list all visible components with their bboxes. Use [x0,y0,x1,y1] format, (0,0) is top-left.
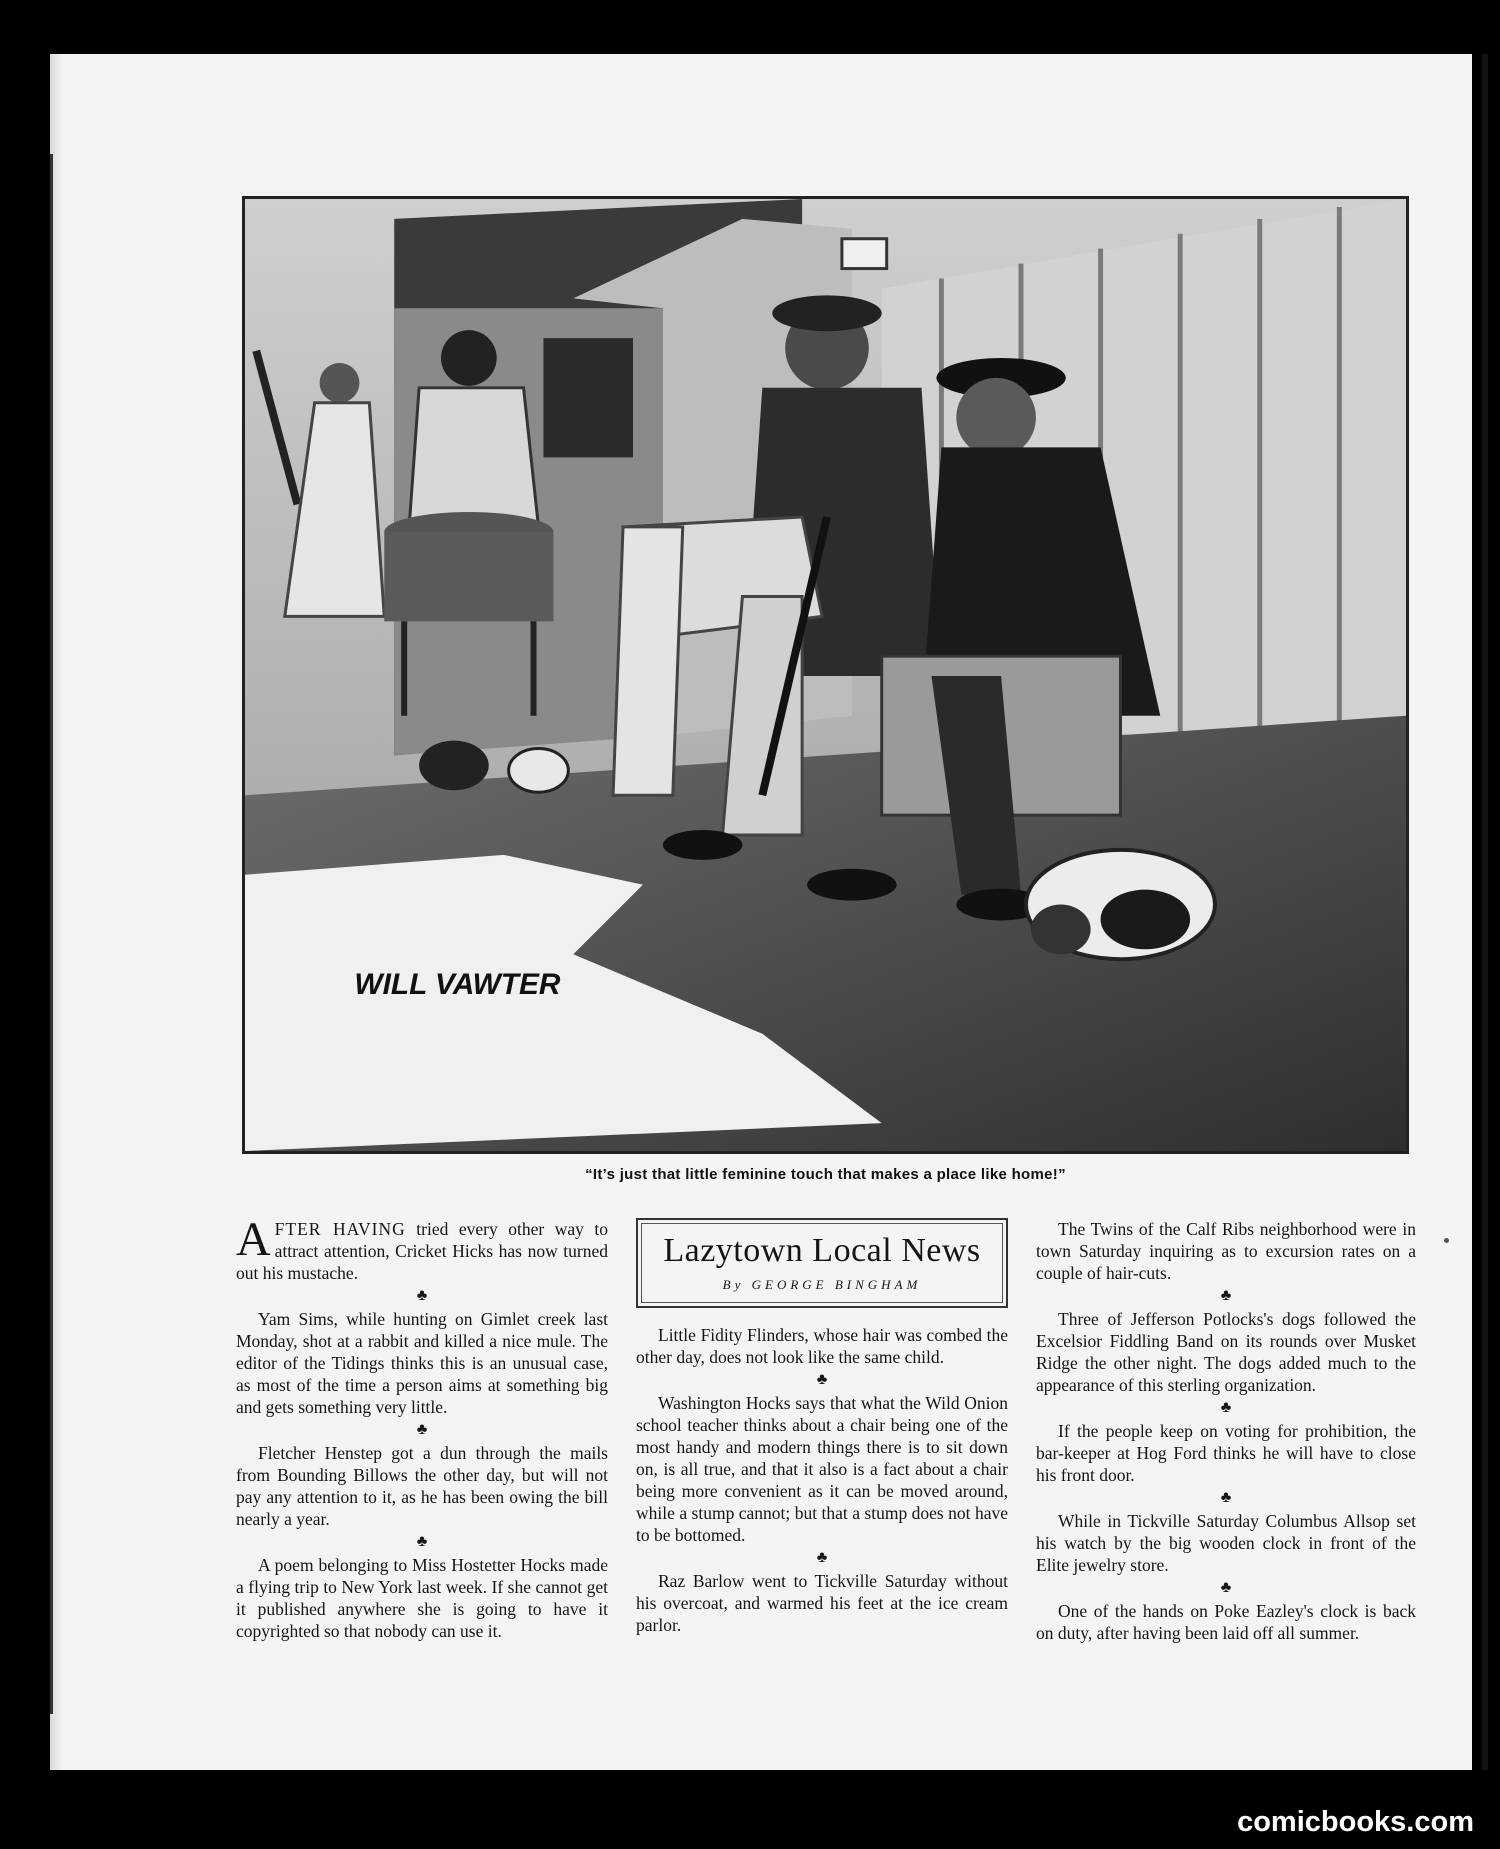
club-separator-icon: ♣ [816,1549,828,1566]
ink-speck [1444,1238,1449,1243]
artist-signature: WILL VAWTER [354,968,561,1001]
drop-cap: A [236,1213,271,1266]
right-column [1036,1218,1416,1644]
right-paragraph-3: If the people keep on voting for prohibition, the bar-keeper at Hog Ford thinks he will have to close his front door. [1036,1421,1416,1485]
left-paragraph-4: A poem belonging to Miss Hostetter Hocks made a flying trip to New York last week. If she cannot get it published anywhere she is going to have it copyrighted so that nobody can use it. [236,1555,608,1641]
small-window [842,239,887,269]
middle-paragraph-1: Little Fidity Flinders, whose hair was combed the other day, does not look like the same child. [636,1325,1008,1367]
headline-box [636,1218,1008,1308]
club-separator-icon: ♣ [1220,1287,1232,1304]
illustration-drawing [245,199,1406,1151]
site-watermark: comicbooks.com [1237,1806,1474,1838]
left-column [236,1213,609,1642]
right-paragraph-2: Three of Jefferson Potlocks's dogs followed the Excelsior Fiddling Band on its rounds over Musket Ridge the other night. The dogs added much to the appearance of this sterling organization. [1036,1309,1416,1395]
right-paragraph-5: One of the hands on Poke Eazley's clock is back on duty, after having been laid off all summer. [1036,1601,1416,1643]
club-separator-icon: ♣ [416,1421,428,1438]
article-byline: By GEORGE BINGHAM [722,1277,922,1292]
club-separator-icon: ♣ [1220,1399,1232,1416]
club-separator-icon: ♣ [1220,1489,1232,1506]
left-paragraph-1-text: tried every other way to attract attention, Cricket Hicks has now turned out his mustache. [236,1219,609,1283]
club-separator-icon: ♣ [816,1371,828,1388]
illustration-caption: “It’s just that little feminine touch that makes a place like home!” [585,1166,1066,1183]
middle-paragraph-3: Raz Barlow went to Tickville Saturday without his overcoat, and warmed his feet at the ice cream parlor. [636,1571,1008,1635]
black-chicken [419,741,489,791]
gutter-line [50,154,53,1714]
left-paragraph-2: Yam Sims, while hunting on Gimlet creek last Monday, shot at a rabbit and killed a nice mule. The editor of the Tidings thinks this is an unusual case, as most of the time a person aims at something big and gets something very little. [236,1309,608,1417]
right-paragraph-1: The Twins of the Calf Ribs neighborhood were in town Saturday inquiring as to excursion rates on a couple of hair-cuts. [1036,1219,1416,1283]
shed-window [543,338,633,457]
article-title: Lazytown Local News [663,1232,981,1269]
illustration-porch-scene [242,196,1409,1154]
right-paragraph-4: While in Tickville Saturday Columbus Allsop set his watch by the big wooden clock in front of the Elite jewelry store. [1036,1511,1416,1575]
club-separator-icon: ♣ [1220,1579,1232,1596]
left-paragraph-1 [236,1213,609,1284]
club-separator-icon: ♣ [416,1533,428,1550]
lead-smallcaps: FTER HAVING [274,1219,406,1239]
left-paragraph-3: Fletcher Henstep got a dun through the mails from Bounding Billows the other day, but will not pay any attention to it, as he has been owing the bill nearly a year. [236,1443,608,1529]
white-chicken [509,749,569,793]
middle-paragraph-2: Washington Hocks says that what the Wild Onion school teacher thinks about a chair being one of the most handy and modern things there is to sit down on, is all true, and that it also is a fact about a chair being more convenient as it can be moved around, while a stump cannot; but that a stump does not have to be bottomed. [636,1393,1008,1545]
sleeping-dog [1026,850,1215,959]
club-separator-icon: ♣ [416,1287,428,1304]
page-right-border [1482,54,1488,1770]
middle-column [636,1218,1008,1636]
